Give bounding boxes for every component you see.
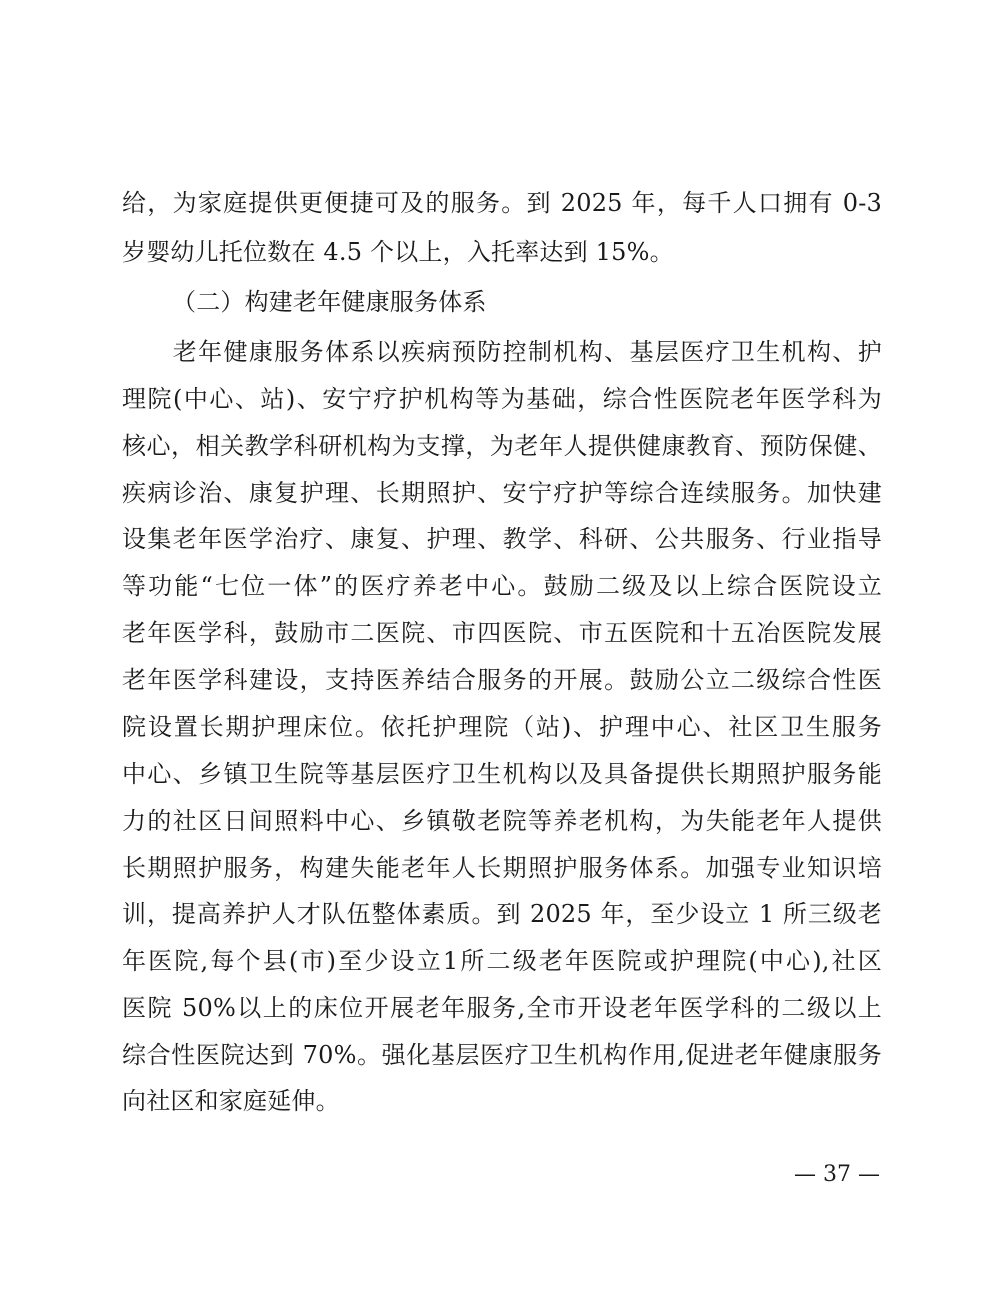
paragraph-line: 医院 50%以上的床位开展老年服务,全市开设老年医学科的二级以上 (122, 994, 882, 1022)
paragraph-line: 疾病诊治、康复护理、长期照护、安宁疗护等综合连续服务。加快建 (122, 479, 882, 507)
paragraph-line: 老年健康服务体系以疾病预防控制机构、基层医疗卫生机构、护 (122, 338, 882, 366)
paragraph-line: 院设置长期护理床位。依托护理院（站)、护理中心、社区卫生服务 (122, 713, 882, 741)
paragraph-line: 设集老年医学治疗、康复、护理、教学、科研、公共服务、行业指导 (122, 525, 882, 553)
paragraph-line: 岁婴幼儿托位数在 4.5 个以上，入托率达到 15%。 (122, 238, 674, 266)
paragraph-line: 中心、乡镇卫生院等基层医疗卫生机构以及具备提供长期照护服务能 (122, 760, 882, 788)
paragraph-line: 理院(中心、站)、安宁疗护机构等为基础，综合性医院老年医学科为 (122, 385, 882, 413)
paragraph-line: 向社区和家庭延伸。 (122, 1087, 340, 1115)
paragraph-line: 给，为家庭提供更便捷可及的服务。到 2025 年，每千人口拥有 0-3 (122, 189, 882, 217)
paragraph-line: 长期照护服务，构建失能老年人长期照护服务体系。加强专业知识培 (122, 854, 882, 882)
paragraph-line: 力的社区日间照料中心、乡镇敬老院等养老机构，为失能老年人提供 (122, 807, 882, 835)
paragraph-line: 综合性医院达到 70%。强化基层医疗卫生机构作用,促进老年健康服务 (122, 1041, 882, 1069)
page-number: — 37 — (794, 1162, 880, 1187)
paragraph-line: 年医院,每个县(市)至少设立1所二级老年医院或护理院(中心),社区 (122, 947, 882, 975)
paragraph-line: 等功能“七位一体”的医疗养老中心。鼓励二级及以上综合医院设立 (122, 572, 882, 600)
paragraph-line: 核心，相关教学科研机构为支撑，为老年人提供健康教育、预防保健、 (122, 432, 882, 460)
section-heading: （二）构建老年健康服务体系 (172, 288, 487, 316)
paragraph-line: 老年医学科，鼓励市二医院、市四医院、市五医院和十五冶医院发展 (122, 619, 882, 647)
paragraph-line: 老年医学科建设，支持医养结合服务的开展。鼓励公立二级综合性医 (122, 666, 882, 694)
paragraph-line: 训，提高养护人才队伍整体素质。到 2025 年，至少设立 1 所三级老 (122, 900, 882, 928)
